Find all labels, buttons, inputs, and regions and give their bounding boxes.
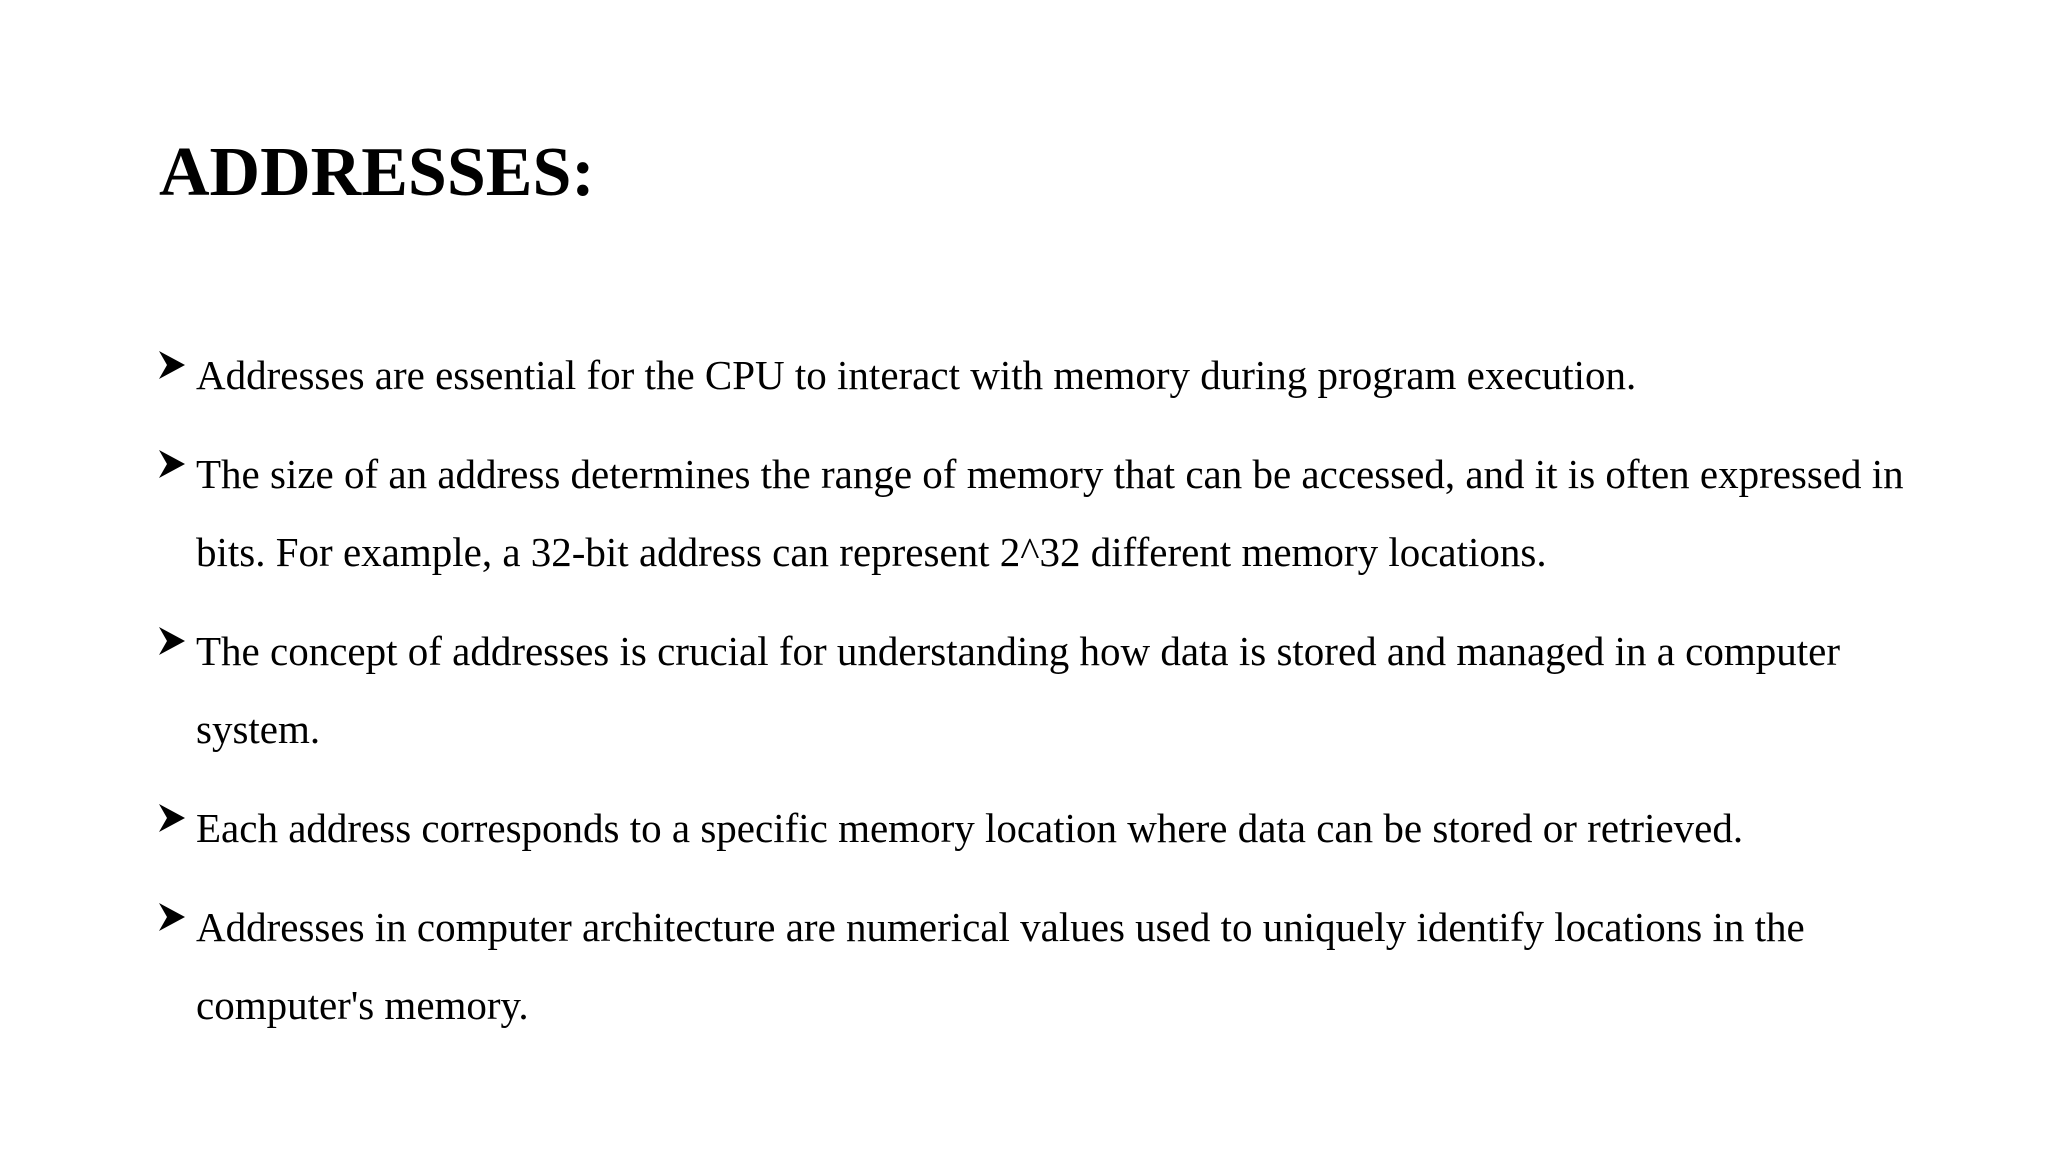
bullet-text: The concept of addresses is crucial for understanding how data is stored and managed in a computer system. (196, 628, 1841, 752)
bullet-item (158, 336, 1918, 414)
bullet-item (158, 888, 1918, 1044)
bullet-text: Addresses are essential for the CPU to interact with memory during program execution. (196, 352, 1637, 398)
arrowhead-bullet-icon (158, 350, 186, 380)
slide-title: ADDRESSES: (159, 134, 595, 211)
bullet-text: Each address corresponds to a specific memory location where data can be stored or retrieved. (196, 805, 1744, 851)
arrowhead-bullet-icon (158, 449, 186, 479)
bullet-list (158, 336, 1918, 1065)
arrowhead-bullet-icon (158, 626, 186, 656)
bullet-item (158, 612, 1918, 768)
bullet-item (158, 789, 1918, 867)
bullet-item (158, 435, 1918, 591)
bullet-text: Addresses in computer architecture are numerical values used to uniquely identify locations in the computer's memory. (196, 904, 1805, 1028)
arrowhead-bullet-icon (158, 803, 186, 833)
arrowhead-bullet-icon (158, 902, 186, 932)
bullet-text: The size of an address determines the range of memory that can be accessed, and it is often expressed in bits. For example, a 32-bit address can represent 2^32 different memory locations. (196, 451, 1904, 575)
